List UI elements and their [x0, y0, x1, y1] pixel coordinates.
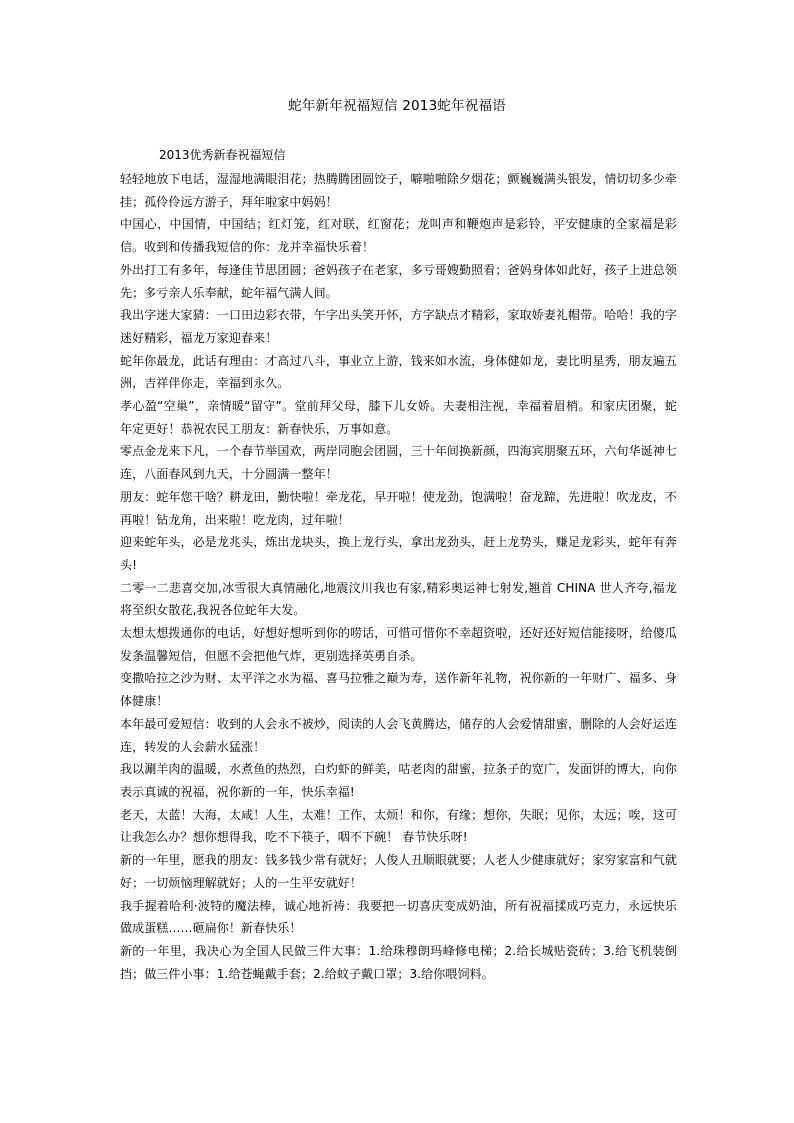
paragraph: 老天，太蓝！大海，太咸！人生，太难！工作，太烦！和你，有缘；想你，失眠；见你，太远；唉，这可让我怎么办？想你想得我，吃不下筷子，咽不下碗！ 春节快乐呀!	[120, 807, 677, 845]
paragraph: 变撒哈拉之沙为财、太平洋之水为福、喜马拉雅之巅为寿，送作新年礼物，祝你新的一年财广、福多、身体健康！	[120, 671, 677, 709]
paragraph: 新的一年里，愿我的朋友：钱多钱少常有就好；人俊人丑顺眼就要；人老人少健康就好；家穷家富和气就好；一切烦恼理解就好；人的一生平安就好！	[120, 853, 677, 890]
paragraph: 孝心盈“空巢”，亲情暖“留守”。堂前拜父母，膝下儿女娇。夫妻相注视，幸福着眉梢。和家庆团聚，蛇年定更好！恭祝农民工朋友：新春快乐，万事如意。	[120, 399, 677, 436]
paragraph: 中国心，中国情，中国结；红灯笼，红对联，红窗花；龙叫声和鞭炮声是彩铃，平安健康的全家福是彩信。收到和传播我短信的你：龙并幸福快乐着！	[120, 217, 677, 255]
paragraph: 我手握着哈利·波特的魔法棒，诚心地祈祷：我要把一切喜庆变成奶油，所有祝福揉成巧克力，永远快乐做成蛋糕……砸扁你！新春快乐！	[120, 898, 677, 936]
document-title: 蛇年新年祝福短信 2013蛇年祝福语	[288, 98, 506, 114]
paragraph: 太想太想拨通你的电话，好想好想听到你的唠话，可惜可惜你不幸超资啦，还好还好短信能接呀，给傻瓜发条温馨短信，但愿不会把他气炸，更别选择英勇自杀。	[120, 626, 677, 663]
paragraph: 我出字迷大家猜：一口田边彩衣带，午字出头笑开怀，方字缺点才精彩，家取娇妻礼帽带。哈哈！我的字迷好精彩，福龙万家迎春来！	[120, 308, 677, 345]
paragraph: 轻轻地放下电话，湿湿地满眼泪花；热腾腾团圆饺子，噼啪啪除夕烟花；颤巍巍满头银发，情切切多少牵挂；孤伶伶远方游子，拜年啦家中妈妈！	[120, 172, 677, 209]
paragraph: 我以涮羊肉的温暖，水煮鱼的热烈，白灼虾的鲜美，咕老肉的甜蜜，拉条子的宽广，发面饼的博大，向你表示真诚的祝福，祝你新的一年，快乐幸福!	[120, 762, 677, 799]
paragraph: 本年最可爱短信：收到的人会永不被炒，阅读的人会飞黄腾达，储存的人会爱情甜蜜，删除的人会好运连连，转发的人会薪水猛涨！	[120, 716, 677, 754]
document-subtitle: 2013优秀新春祝福短信	[159, 148, 286, 162]
paragraph: 迎来蛇年头，必是龙兆头，炼出龙块头，换上龙行头，拿出龙劲头，赶上龙势头，赚足龙彩头，蛇年有奔头!	[120, 535, 677, 572]
paragraph: 零点金龙来下凡，一个春节举国欢，两岸同胞会团圆，三十年间换新颜，四海宾朋聚五环，六旬华诞神七连，八面春风到九天，十分圆满一整年！	[120, 444, 677, 482]
paragraph: 新的一年里，我决心为全国人民做三件大事：1.给珠穆朗玛峰修电梯；2.给长城贴瓷砖；3.给飞机装倒挡；做三件小事：1.给苍蝇戴手套；2.给蚊子戴口罩；3.给你喂饲料。	[120, 943, 677, 981]
paragraph: 二零一二悲喜交加,冰雪很大真情融化,地震汶川我也有家,精彩奥运神七射发,翘首 CHINA 世人齐夸,福龙将至织女散花,我祝各位蛇年大发。	[120, 580, 677, 618]
document-body	[120, 168, 677, 985]
paragraph: 蛇年你最龙，此话有理由：才高过八斗，事业立上游，钱来如水流，身体健如龙，妻比明星秀，朋友遍五洲，吉祥伴你走，幸福到永久。	[120, 353, 677, 391]
paragraph: 朋友：蛇年您干啥？耕龙田，勤快啦！牵龙花，早开啦！使龙劲，饱满啦！奋龙蹄，先进啦！吹龙皮，不再啦！钻龙角，出来啦！吃龙肉，过年啦！	[120, 489, 677, 527]
paragraph: 外出打工有多年，每逢佳节思团圆；爸妈孩子在老家，多亏哥嫂勤照看；爸妈身体如此好，孩子上进总领先；多亏亲人乐奉献，蛇年福气满人间。	[120, 262, 677, 300]
